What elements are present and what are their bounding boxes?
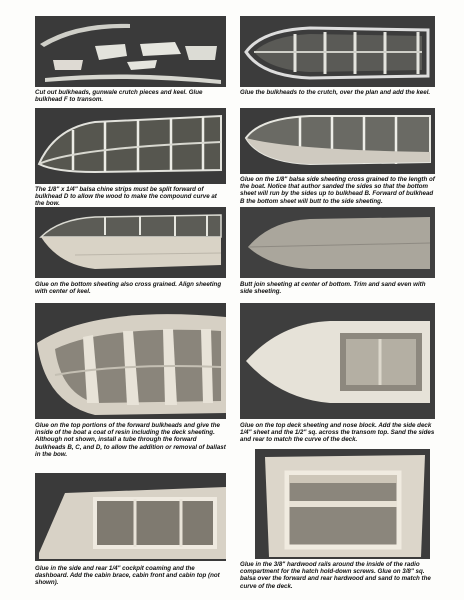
- caption-9: Glue in the side and rear 1/4" cockpit coaming and the dashboard. Add the cabin brace, cabin front and cabin top (not shown).: [35, 565, 220, 587]
- caption-3: The 1/8" x 1/4" balsa chine strips must be split forward of bulkhead D to allow the wood to make the compound curve at the bow.: [35, 186, 217, 208]
- caption-4: Glue on the 1/8" balsa side sheeting cross grained to the length of the boat. Notice that author sanded the sides so that the bottom sheet will run by the sides up to bulkhead B. Forward of bulkhead B the bottom sheet will butt to the side sheeting.: [240, 176, 435, 205]
- caption-5: Glue on the bottom sheeting also cross grained. Align sheeting with center of keel.: [35, 281, 222, 296]
- caption-8: Glue on the top deck sheeting and nose block. Add the side deck 1/4" sheet and the 1/2" sq. across the transom top. Sand the sides and rear to match the curve of the deck.: [240, 422, 435, 444]
- photo-top-deck: [240, 303, 435, 419]
- photo-hardwood-rails: [255, 449, 430, 559]
- photo-cut-parts: [35, 16, 226, 87]
- caption-2: Glue the bulkheads to the crutch, over the plan and add the keel.: [240, 89, 431, 96]
- photo-forward-bulkheads: [35, 303, 226, 419]
- caption-7: Glue on the top portions of the forward bulkheads and give the inside of the boat a coat of resin including the deck sheeting. Although not shown, install a tube through the forward bulkheads B, C, and D, to allow the addition or removal of ballast in the bow.: [35, 422, 226, 458]
- caption-6: Butt join sheeting at center of bottom. Trim and sand even with side sheeting.: [240, 281, 426, 296]
- photo-cockpit-coaming: [35, 473, 226, 561]
- caption-10: Glue in the 3/8" hardwood rails around the inside of the radio compartment for the hatch hold-down screws. Glue on 3/8" sq. balsa over the forward and rear hardwood and sand to match the curve of the deck.: [240, 561, 431, 590]
- photo-bottom-sheeting: [35, 207, 226, 278]
- photo-chine-strips: [35, 108, 226, 184]
- photo-butt-join: [240, 207, 435, 278]
- photo-bulkheads-crutch: [240, 16, 435, 87]
- photo-side-sheeting: [240, 108, 435, 174]
- caption-1: Cut out bulkheads, gunwale crutch pieces and keel. Glue bulkhead F to transom.: [35, 89, 203, 104]
